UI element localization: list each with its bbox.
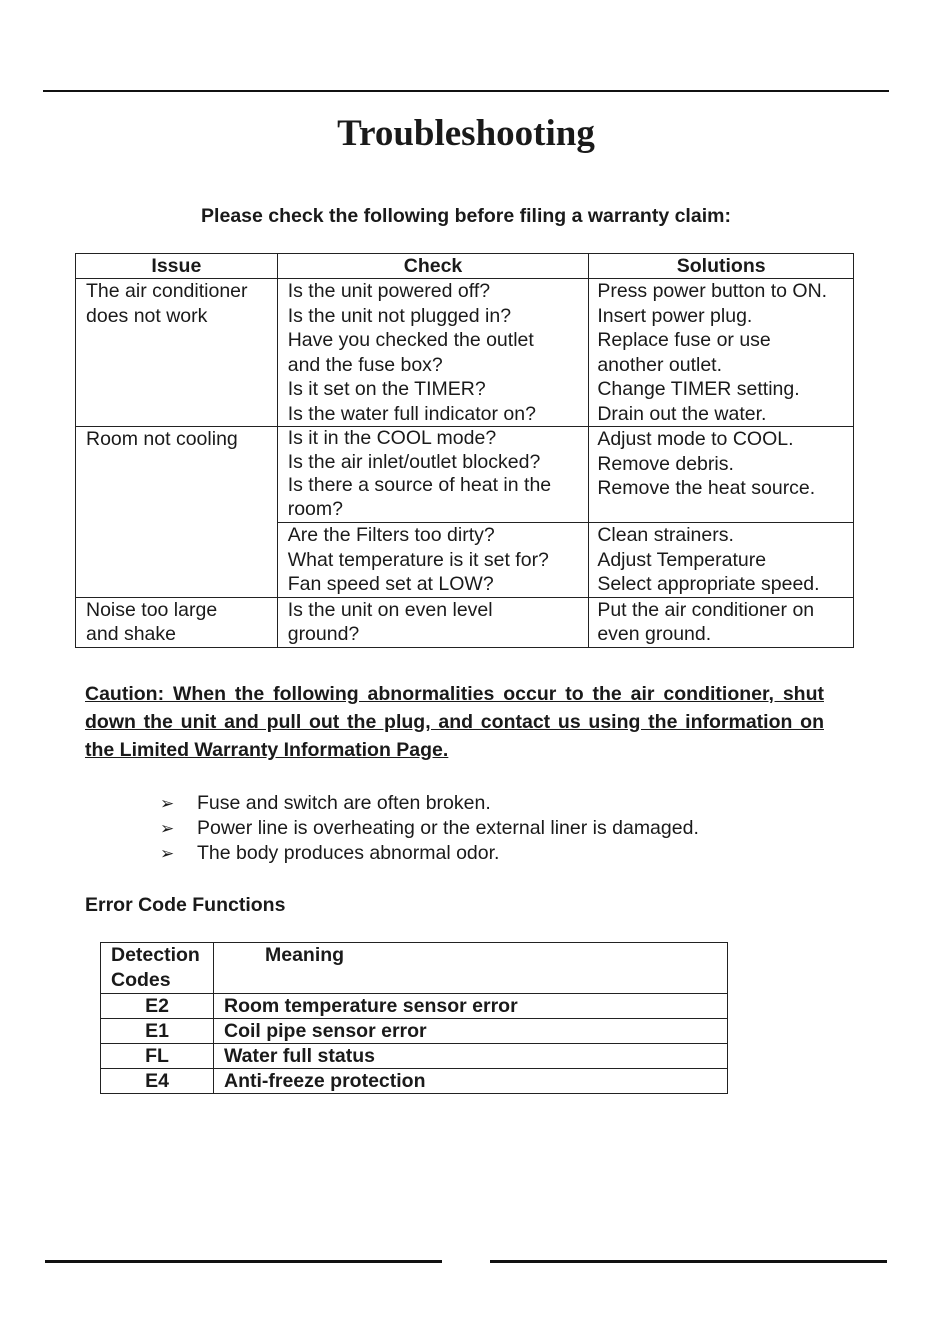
check-line: Is there a source of heat in the xyxy=(287,474,552,496)
check-cell xyxy=(277,523,589,598)
check-line: Is the unit on even level xyxy=(287,598,493,621)
list-item-text: The body produces abnormal odor. xyxy=(197,842,500,864)
check-line: and the fuse box? xyxy=(287,353,443,376)
list-item-text: Power line is overheating or the external liner is damaged. xyxy=(197,817,699,839)
error-code: FL xyxy=(101,1044,214,1069)
solution-line: Insert power plug. xyxy=(597,304,753,327)
table-row xyxy=(76,597,854,647)
list-item-text: Fuse and switch are often broken. xyxy=(197,792,491,814)
issue-line: does not work xyxy=(86,304,208,327)
list-item xyxy=(160,791,699,816)
check-line: Is the air inlet/outlet blocked? xyxy=(287,450,541,473)
error-meaning: Coil pipe sensor error xyxy=(213,1019,727,1044)
check-line: room? xyxy=(287,497,343,520)
top-rule xyxy=(43,90,889,92)
issue-line: The air conditioner xyxy=(86,280,248,302)
troubleshooting-table xyxy=(75,253,854,648)
solution-line: Adjust Temperature xyxy=(597,548,767,571)
arrow-bullet-icon: ➢ xyxy=(160,844,175,863)
solution-line: Press power button to ON. xyxy=(597,280,828,302)
issue-cell xyxy=(76,279,278,427)
error-meaning: Water full status xyxy=(213,1044,727,1069)
error-code: E2 xyxy=(101,994,214,1019)
check-line: Is it set on the TIMER? xyxy=(287,378,486,400)
check-cell xyxy=(277,427,589,523)
solution-line: Remove the heat source. xyxy=(597,477,816,499)
check-line: What temperature is it set for? xyxy=(287,548,549,571)
error-code: E1 xyxy=(101,1019,214,1044)
list-item xyxy=(160,816,699,841)
caution-notice: Caution: When the following abnormalities occur to the air conditioner, shut down the unit and pull out the plug, and contact us using the information on the Limited Warranty Information Page. xyxy=(85,683,824,761)
check-line: Is the water full indicator on? xyxy=(287,402,536,425)
solution-line: Put the air conditioner on xyxy=(597,598,815,621)
solutions-cell xyxy=(589,597,854,647)
table-row xyxy=(76,427,854,523)
table-row xyxy=(101,994,728,1019)
arrow-bullet-icon: ➢ xyxy=(160,794,175,813)
issue-line: and shake xyxy=(86,623,176,645)
issue-line: Noise too large xyxy=(86,598,218,621)
error-code-heading: Error Code Functions xyxy=(85,894,286,916)
table-header-row xyxy=(101,943,728,994)
check-line: Are the Filters too dirty? xyxy=(287,524,495,546)
check-cell xyxy=(277,597,589,647)
check-line: Is the unit powered off? xyxy=(287,280,491,302)
check-line: Is it in the COOL mode? xyxy=(287,427,497,449)
error-meaning: Room temperature sensor error xyxy=(213,994,727,1019)
check-line: Fan speed set at LOW? xyxy=(287,573,494,595)
check-line: Have you checked the outlet xyxy=(287,329,534,351)
column-header-check: Check xyxy=(277,254,589,279)
error-meaning: Anti-freeze protection xyxy=(213,1069,727,1094)
error-code-table xyxy=(100,942,728,1094)
solution-line: Clean strainers. xyxy=(597,524,734,546)
page-subtitle: Please check the following before filing a warranty claim: xyxy=(201,205,731,227)
solution-line: Replace fuse or use xyxy=(597,329,771,351)
table-row xyxy=(101,1044,728,1069)
check-line: ground? xyxy=(287,623,360,645)
solution-line: even ground. xyxy=(597,623,712,645)
bottom-rule-left xyxy=(45,1260,442,1263)
solution-line: Adjust mode to COOL. xyxy=(597,428,794,450)
solution-line: Drain out the water. xyxy=(597,402,767,425)
bottom-rule-right xyxy=(490,1260,887,1263)
solution-line: another outlet. xyxy=(597,353,723,376)
table-row xyxy=(101,1069,728,1094)
issue-line: Room not cooling xyxy=(86,428,238,450)
solutions-cell xyxy=(589,427,854,523)
table-row xyxy=(101,1019,728,1044)
check-cell xyxy=(277,279,589,427)
arrow-bullet-icon: ➢ xyxy=(160,819,175,838)
table-header-row xyxy=(76,254,854,279)
list-item xyxy=(160,841,699,866)
check-line: Is the unit not plugged in? xyxy=(287,304,512,327)
page-title: Troubleshooting xyxy=(337,113,595,154)
solutions-cell xyxy=(589,279,854,427)
issue-cell xyxy=(76,427,278,598)
column-header-meaning: Meaning xyxy=(213,943,727,994)
solution-line: Select appropriate speed. xyxy=(597,573,820,595)
table-row xyxy=(76,279,854,427)
solution-line: Change TIMER setting. xyxy=(597,378,800,400)
column-header-solutions: Solutions xyxy=(589,254,854,279)
abnormality-list xyxy=(160,791,699,866)
issue-cell xyxy=(76,597,278,647)
solutions-cell xyxy=(589,523,854,598)
error-code: E4 xyxy=(101,1069,214,1094)
column-header-issue: Issue xyxy=(76,254,278,279)
solution-line: Remove debris. xyxy=(597,452,734,475)
column-header-detection-codes: Detection Codes xyxy=(101,943,214,994)
